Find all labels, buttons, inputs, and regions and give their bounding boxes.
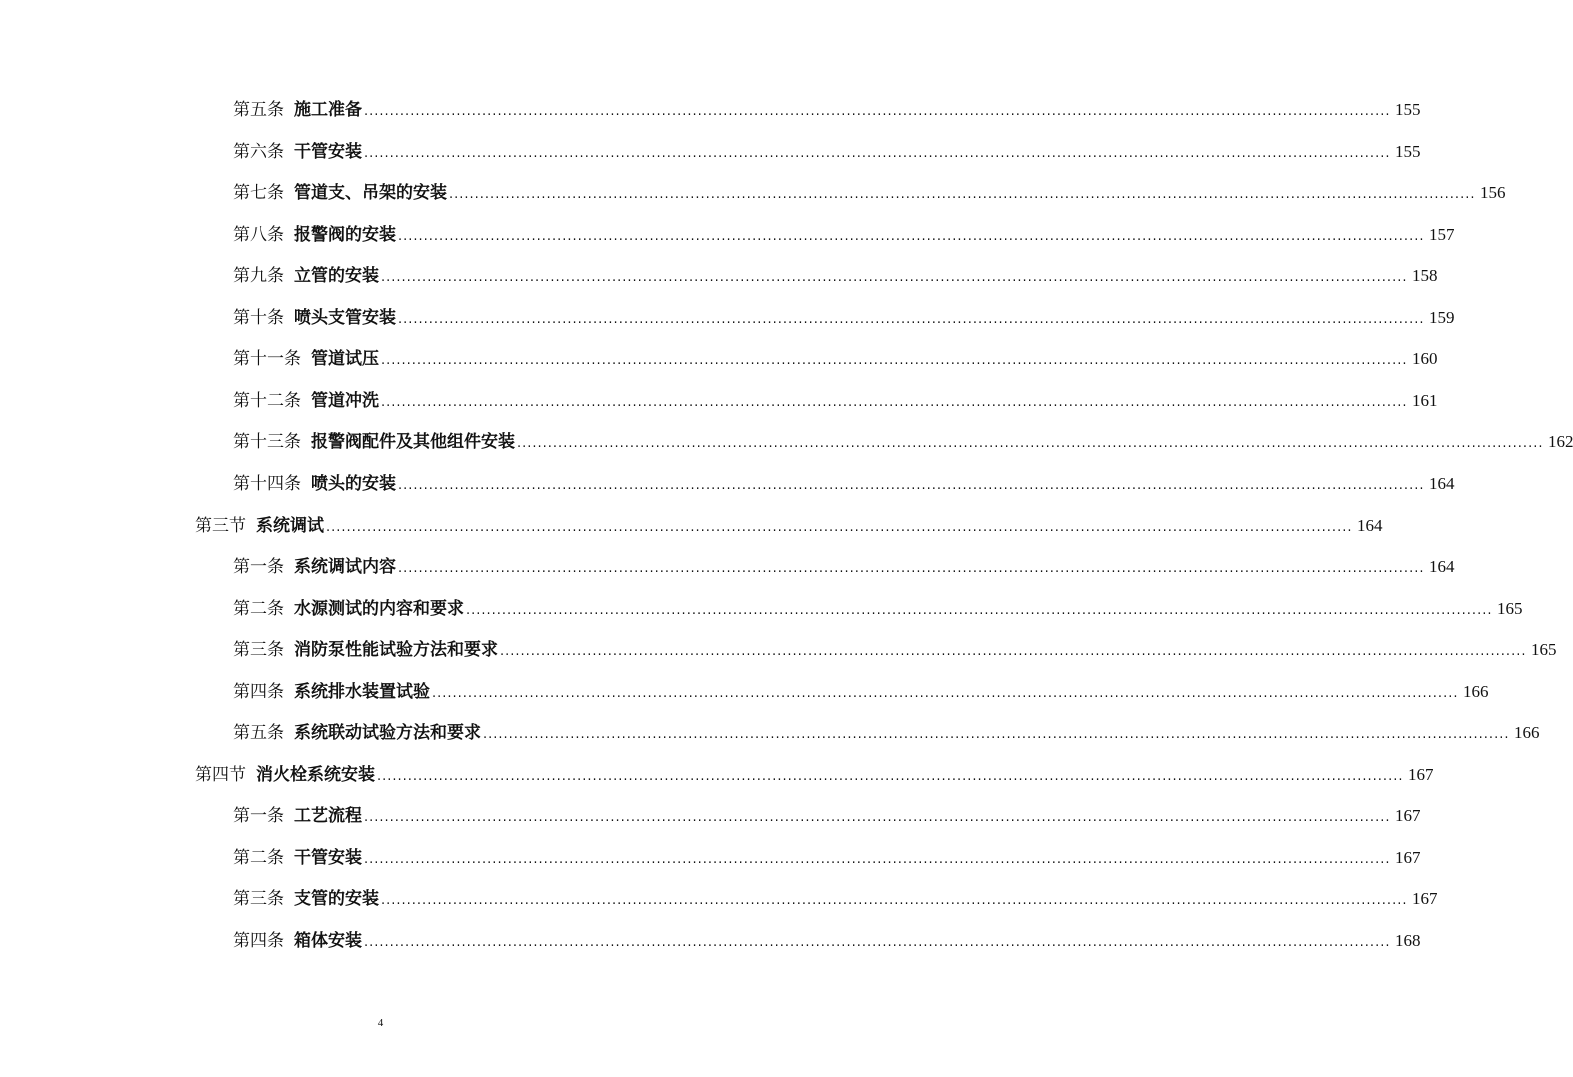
toc-entry-title: 管道试压 (311, 349, 379, 369)
toc-entry-title: 喷头支管安装 (294, 308, 396, 328)
toc-entry-number: 第一条 (233, 806, 284, 826)
toc-entry-title: 系统联动试验方法和要求 (294, 723, 481, 743)
toc-entry-title: 系统排水装置试验 (294, 682, 430, 702)
toc-entry[interactable] (233, 554, 1455, 580)
toc-entry-page: 165 (1496, 599, 1523, 618)
toc-entry[interactable] (233, 637, 1557, 663)
toc-entry-number: 第八条 (233, 225, 284, 245)
toc-leader-dots: ........................................................................................................................................................................................................ (381, 893, 1408, 908)
toc-leader-dots: ........................................................................................................................................................................................................ (398, 312, 1425, 327)
toc-entry-number: 第三条 (233, 889, 284, 909)
toc-entry[interactable] (233, 429, 1573, 455)
toc-leader-dots: ........................................................................................................................................................................................................ (381, 270, 1408, 285)
toc-entry-page: 164 (1428, 557, 1455, 576)
toc-entry-page: 165 (1530, 640, 1557, 659)
toc-entry-number: 第七条 (233, 183, 284, 203)
toc-entry-title: 系统调试 (256, 516, 324, 536)
toc-entry[interactable] (233, 886, 1438, 912)
toc-entry-page: 168 (1394, 931, 1421, 950)
toc-leader-dots: ........................................................................................................................................................................................................ (377, 769, 1404, 784)
toc-entry-title: 系统调试内容 (294, 557, 396, 577)
toc-entry-number: 第十三条 (233, 432, 301, 452)
toc-leader-dots: ........................................................................................................................................................................................................ (398, 561, 1425, 576)
toc-leader-dots: ........................................................................................................................................................................................................ (483, 727, 1510, 742)
toc-entry-title: 消防泵性能试验方法和要求 (294, 640, 498, 660)
toc-entry[interactable] (233, 720, 1540, 746)
toc-leader-dots: ........................................................................................................................................................................................................ (364, 852, 1391, 867)
toc-entry-page: 166 (1513, 723, 1540, 742)
toc-entry[interactable] (233, 388, 1438, 414)
toc-leader-dots: ........................................................................................................................................................................................................ (381, 353, 1408, 368)
toc-entry-number: 第四条 (233, 931, 284, 951)
toc-entry-title: 工艺流程 (294, 806, 362, 826)
toc-entry-page: 164 (1428, 474, 1455, 493)
toc-entry-title: 水源测试的内容和要求 (294, 599, 464, 619)
toc-leader-dots: ........................................................................................................................................................................................................ (364, 104, 1391, 119)
toc-entry-title: 管道支、吊架的安装 (294, 183, 447, 203)
toc-entry-number: 第九条 (233, 266, 284, 286)
toc-entry[interactable] (233, 97, 1421, 123)
toc-entry-title: 消火栓系统安装 (256, 765, 375, 785)
toc-entry-title: 干管安装 (294, 142, 362, 162)
toc-leader-dots: ........................................................................................................................................................................................................ (364, 146, 1391, 161)
toc-entry-title: 箱体安装 (294, 931, 362, 951)
toc-entry[interactable] (233, 222, 1455, 248)
toc-entry-page: 167 (1411, 889, 1438, 908)
toc-entry-title: 立管的安装 (294, 266, 379, 286)
toc-entry[interactable] (233, 928, 1421, 954)
toc-leader-dots: ........................................................................................................................................................................................................ (398, 478, 1425, 493)
toc-entry[interactable] (233, 803, 1421, 829)
toc-entry-number: 第十二条 (233, 391, 301, 411)
toc-leader-dots: ........................................................................................................................................................................................................ (398, 229, 1425, 244)
toc-entry-number: 第四条 (233, 682, 284, 702)
toc-entry-number: 第十一条 (233, 349, 301, 369)
toc-entry-number: 第六条 (233, 142, 284, 162)
toc-leader-dots: ........................................................................................................................................................................................................ (500, 644, 1527, 659)
toc-entry-page: 164 (1356, 516, 1383, 535)
toc-entry-number: 第一条 (233, 557, 284, 577)
toc-entry-number: 第三节 (195, 516, 246, 536)
toc-entry-page: 167 (1394, 848, 1421, 867)
toc-entry[interactable] (233, 305, 1455, 331)
toc-entry-number: 第十四条 (233, 474, 301, 494)
toc-entry-page: 167 (1407, 765, 1434, 784)
toc-entry-number: 第五条 (233, 100, 284, 120)
toc-leader-dots: ........................................................................................................................................................................................................ (364, 935, 1391, 950)
toc-entry-page: 161 (1411, 391, 1438, 410)
toc-entry-page: 157 (1428, 225, 1455, 244)
toc-entry[interactable] (233, 263, 1438, 289)
toc-leader-dots: ........................................................................................................................................................................................................ (326, 520, 1353, 535)
toc-leader-dots: ........................................................................................................................................................................................................ (517, 436, 1544, 451)
toc-entry[interactable] (233, 346, 1438, 372)
toc-entry-page: 156 (1479, 183, 1506, 202)
toc-entry[interactable] (233, 679, 1489, 705)
toc-entry[interactable] (233, 845, 1421, 871)
toc-entry-number: 第三条 (233, 640, 284, 660)
toc-entry[interactable] (233, 180, 1506, 206)
toc-entry-title: 喷头的安装 (311, 474, 396, 494)
toc-entry-title: 支管的安装 (294, 889, 379, 909)
page-number: 4 (377, 1017, 384, 1029)
toc-entry-page: 162 (1547, 432, 1573, 451)
toc-entry-page: 159 (1428, 308, 1455, 327)
toc-entry-number: 第十条 (233, 308, 284, 328)
toc-leader-dots: ........................................................................................................................................................................................................ (432, 686, 1459, 701)
toc-entry-page: 155 (1394, 100, 1421, 119)
toc-leader-dots: ........................................................................................................................................................................................................ (466, 603, 1493, 618)
toc-entry[interactable] (233, 139, 1421, 165)
toc-entry-page: 166 (1462, 682, 1489, 701)
toc-entry[interactable] (233, 596, 1523, 622)
toc-entry-title: 报警阀的安装 (294, 225, 396, 245)
toc-leader-dots: ........................................................................................................................................................................................................ (364, 810, 1391, 825)
toc-entry[interactable] (233, 471, 1455, 497)
toc-entry-page: 160 (1411, 349, 1438, 368)
toc-entry-title: 报警阀配件及其他组件安装 (311, 432, 515, 452)
toc-entry-page: 155 (1394, 142, 1421, 161)
toc-entry-number: 第二条 (233, 599, 284, 619)
toc-entry-title: 施工准备 (294, 100, 362, 120)
toc-entry-number: 第五条 (233, 723, 284, 743)
toc-entry[interactable] (195, 513, 1383, 539)
toc-leader-dots: ........................................................................................................................................................................................................ (381, 395, 1408, 410)
toc-leader-dots: ........................................................................................................................................................................................................ (449, 187, 1476, 202)
toc-entry-page: 167 (1394, 806, 1421, 825)
toc-entry-page: 158 (1411, 266, 1438, 285)
toc-entry[interactable] (195, 762, 1434, 788)
toc-entry-number: 第四节 (195, 765, 246, 785)
toc-entry-title: 干管安装 (294, 848, 362, 868)
toc-entry-title: 管道冲洗 (311, 391, 379, 411)
toc-entry-number: 第二条 (233, 848, 284, 868)
